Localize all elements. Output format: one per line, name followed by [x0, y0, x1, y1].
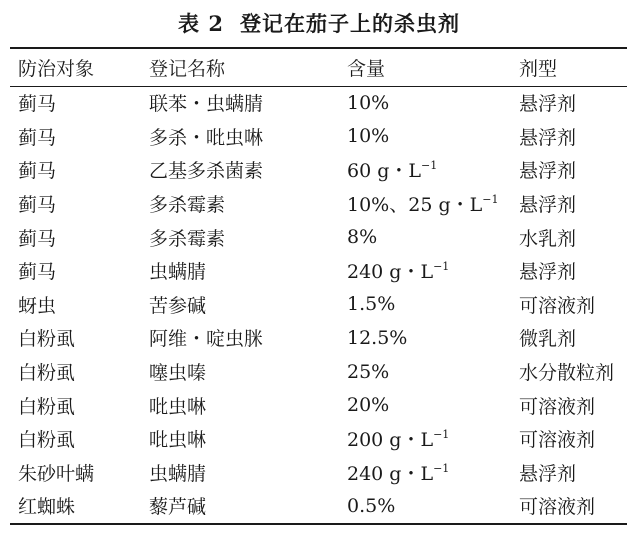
cell-name: 苦参碱	[149, 294, 207, 317]
cell-target: 蓟马	[18, 160, 57, 183]
cell-formulation: 悬浮剂	[519, 194, 577, 217]
cell-target: 红蜘蛛	[18, 496, 76, 519]
table-row	[10, 220, 627, 254]
cell-formulation: 悬浮剂	[519, 93, 577, 116]
cell-content: 10%	[347, 125, 390, 148]
cell-target: 蓟马	[18, 93, 57, 116]
bottom-rule	[10, 523, 627, 525]
header-target: 防治对象	[18, 58, 95, 80]
table-row	[10, 489, 627, 523]
cell-name: 阿维・啶虫脒	[149, 328, 264, 351]
table-row	[10, 321, 627, 355]
cell-content: 20%	[347, 394, 390, 417]
table-row	[10, 456, 627, 490]
header-name: 登记名称	[149, 58, 226, 80]
cell-name: 虫螨腈	[149, 261, 207, 284]
cell-formulation: 微乳剂	[519, 328, 577, 351]
cell-name: 吡虫啉	[149, 429, 207, 452]
cell-name: 联苯・虫螨腈	[149, 93, 264, 116]
cell-target: 白粉虱	[18, 328, 76, 351]
cell-name: 多杀霉素	[149, 227, 226, 250]
pesticide-table	[10, 49, 627, 523]
table-row	[10, 86, 627, 120]
cell-formulation: 可溶液剂	[519, 395, 596, 418]
header-row	[10, 49, 627, 86]
cell-target: 蓟马	[18, 126, 57, 149]
cell-name: 多杀・吡虫啉	[149, 126, 264, 149]
cell-formulation: 悬浮剂	[519, 160, 577, 183]
cell-content: 0.5%	[347, 494, 396, 517]
header-content: 含量	[347, 58, 386, 80]
cell-formulation: 可溶液剂	[519, 429, 596, 452]
cell-content: 25%	[347, 360, 390, 383]
cell-content: 1.5%	[347, 293, 396, 316]
cell-name: 虫螨腈	[149, 462, 207, 485]
cell-formulation: 悬浮剂	[519, 126, 577, 149]
cell-target: 蓟马	[18, 227, 57, 250]
table-row	[10, 288, 627, 322]
cell-target: 蚜虫	[18, 294, 57, 317]
cell-content: 60 g・$L^{-1}$	[347, 159, 438, 183]
cell-target: 白粉虱	[18, 362, 76, 385]
cell-target: 朱砂叶螨	[18, 462, 95, 485]
cell-target: 蓟马	[18, 194, 57, 217]
cell-content: 240 g・$L^{-1}$	[347, 461, 450, 485]
cell-name: 乙基多杀菌素	[149, 160, 264, 183]
cell-formulation: 悬浮剂	[519, 462, 577, 485]
table-caption	[0, 8, 638, 40]
table-row	[10, 254, 627, 288]
table-number: 表 2	[178, 11, 224, 36]
cell-name: 藜芦碱	[149, 496, 207, 519]
table-row	[10, 422, 627, 456]
cell-name: 噻虫嗪	[149, 362, 207, 385]
cell-content: 10%	[347, 91, 390, 114]
cell-formulation: 悬浮剂	[519, 261, 577, 284]
cell-formulation: 可溶液剂	[519, 294, 596, 317]
table-row	[10, 187, 627, 221]
table-row	[10, 153, 627, 187]
table-title: 登记在茄子上的杀虫剂	[239, 11, 460, 36]
cell-name: 多杀霉素	[149, 194, 226, 217]
cell-formulation: 水乳剂	[519, 227, 577, 250]
table-row	[10, 388, 627, 422]
cell-target: 白粉虱	[18, 395, 76, 418]
header-formulation: 剂型	[519, 58, 558, 80]
cell-content: 240 g・$L^{-1}$	[347, 260, 450, 284]
cell-name: 吡虫啉	[149, 395, 207, 418]
cell-content: 12.5%	[347, 326, 408, 349]
cell-target: 白粉虱	[18, 429, 76, 452]
cell-formulation: 水分散粒剂	[519, 362, 615, 385]
cell-content: 10%、25 g・$L^{-1}$	[347, 193, 499, 217]
cell-target: 蓟马	[18, 261, 57, 284]
table-row	[10, 120, 627, 154]
cell-content: 200 g・$L^{-1}$	[347, 428, 450, 452]
cell-formulation: 可溶液剂	[519, 496, 596, 519]
table-row	[10, 355, 627, 389]
cell-content: 8%	[347, 226, 378, 249]
